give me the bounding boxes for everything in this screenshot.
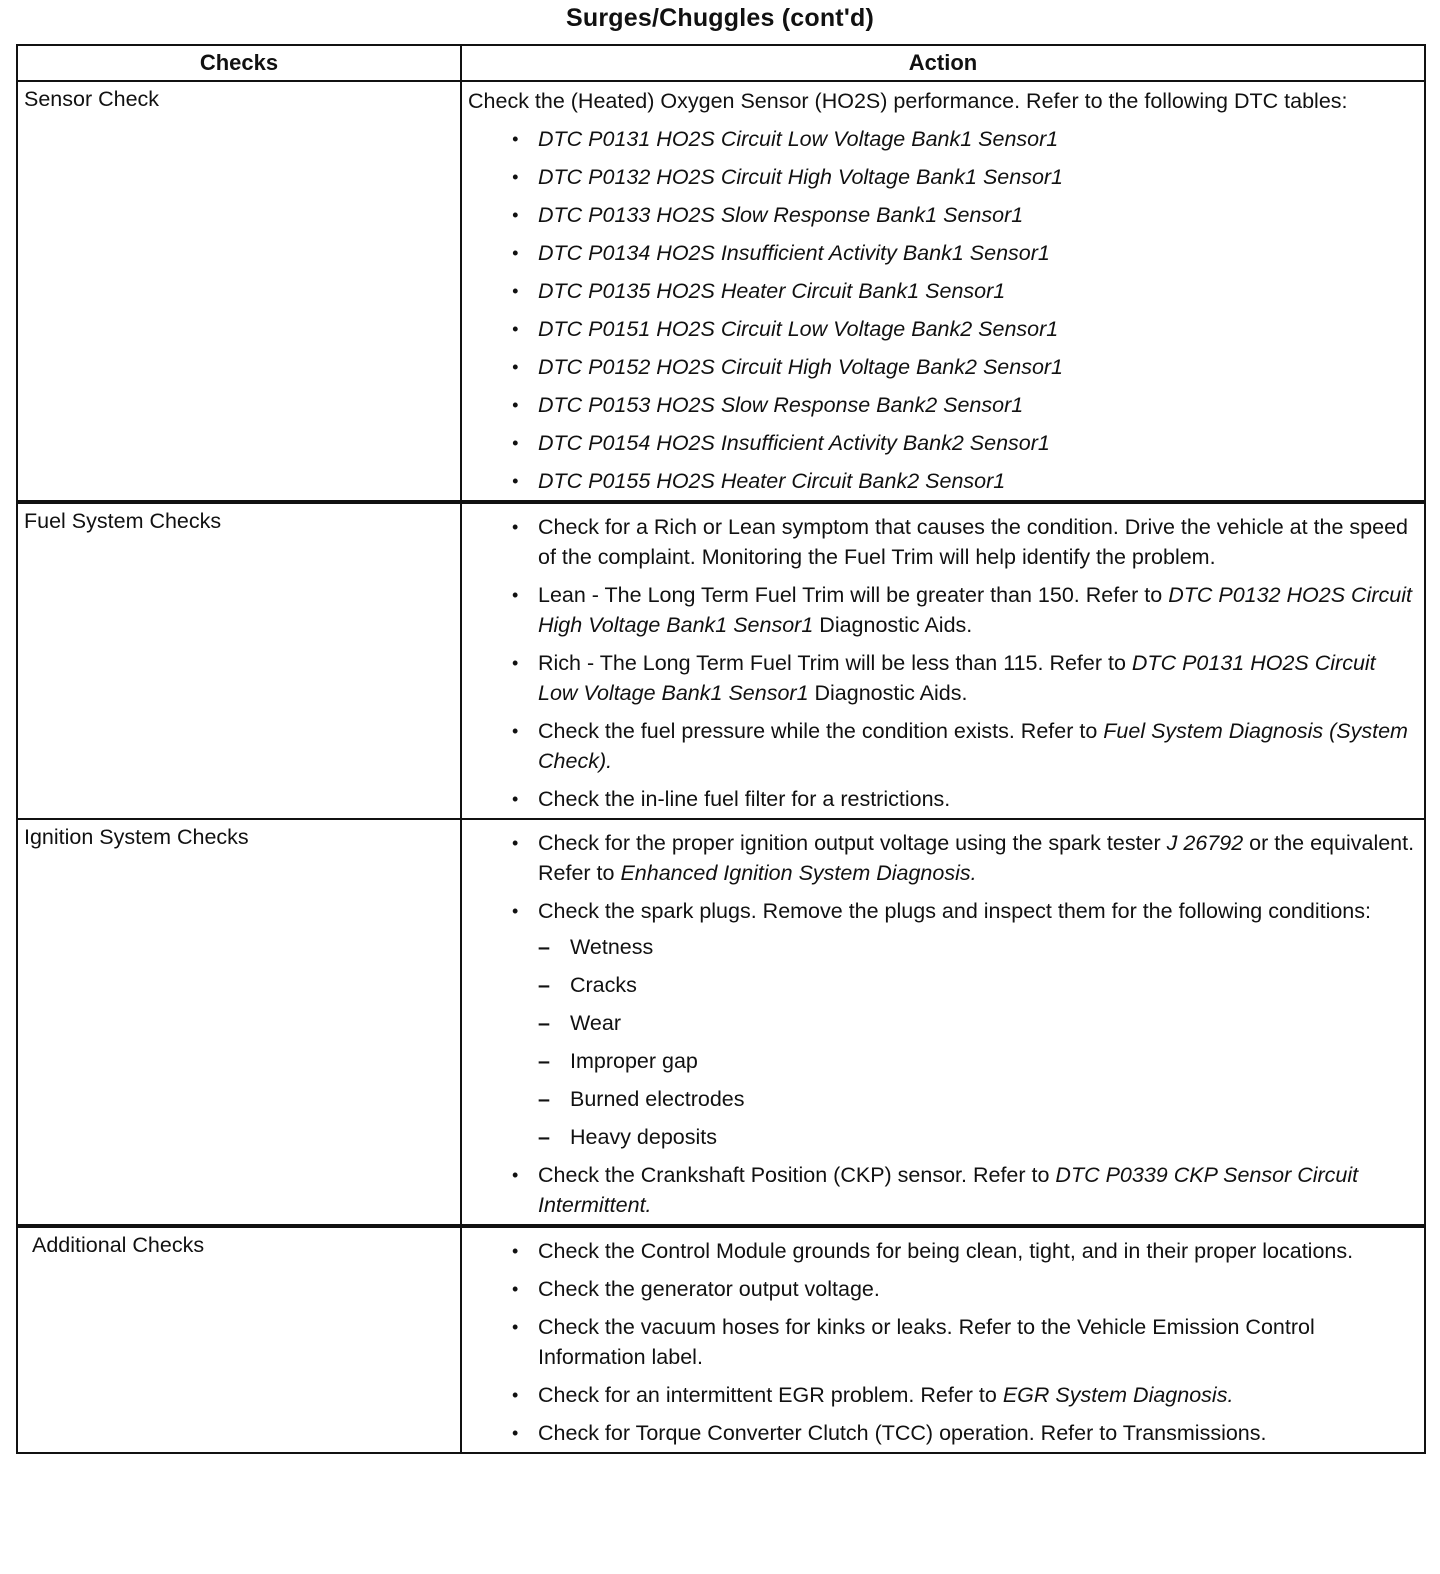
fuel-item-text: Check for a Rich or Lean symptom that causes the condition. Drive the vehicle at the speed of the complaint. Monitoring the Fuel Trim will help identify the problem. bbox=[538, 515, 1409, 569]
fuel-system-action bbox=[461, 502, 1425, 819]
ignition-item-text: Check for the proper ignition output voltage using the spark tester bbox=[538, 831, 1167, 855]
ignition-item-text: or the equivalent. Refer to bbox=[538, 831, 1415, 885]
dtc-reference: DTC P0132 HO2S Circuit High Voltage Bank1 Sensor1 bbox=[538, 583, 1412, 637]
sensor-check-action bbox=[461, 81, 1425, 502]
action-column-header: Action bbox=[461, 45, 1425, 81]
procedure-reference: Fuel System Diagnosis (System Check). bbox=[538, 719, 1408, 773]
list-item bbox=[508, 1160, 1418, 1220]
ignition-check-list bbox=[468, 828, 1418, 1220]
spark-plug-conditions bbox=[538, 932, 1418, 1152]
dtc-reference: DTC P0339 CKP Sensor Circuit Intermittent. bbox=[538, 1163, 1359, 1217]
condition-item: – Wear bbox=[538, 1008, 1418, 1038]
fuel-item-text: Diagnostic Aids. bbox=[813, 613, 973, 637]
list-item bbox=[508, 1236, 1418, 1266]
additional-checks-action bbox=[461, 1226, 1425, 1453]
table-row-additional bbox=[17, 1226, 1425, 1453]
dtc-item: • DTC P0151 HO2S Circuit Low Voltage Bank2 Sensor1 bbox=[508, 314, 1418, 344]
list-item bbox=[508, 1380, 1418, 1410]
list-item bbox=[508, 1274, 1418, 1304]
dtc-item: • DTC P0153 HO2S Slow Response Bank2 Sensor1 bbox=[508, 390, 1418, 420]
procedure-reference: Enhanced Ignition System Diagnosis. bbox=[620, 861, 977, 885]
condition-item: – Improper gap bbox=[538, 1046, 1418, 1076]
list-item bbox=[508, 1312, 1418, 1372]
table-row-sensor-check bbox=[17, 81, 1425, 502]
additional-item-text: Check the vacuum hoses for kinks or leaks. Refer to the Vehicle Emission Control Information label. bbox=[538, 1315, 1315, 1369]
ignition-item-text: Check the Crankshaft Position (CKP) sensor. Refer to bbox=[538, 1163, 1056, 1187]
checks-column-header: Checks bbox=[17, 45, 461, 81]
list-item bbox=[508, 580, 1418, 640]
additional-item-text: Check the generator output voltage. bbox=[538, 1277, 880, 1301]
fuel-item-text: Lean - The Long Term Fuel Trim will be greater than 150. Refer to bbox=[538, 583, 1169, 607]
list-item bbox=[508, 512, 1418, 572]
condition-item: – Cracks bbox=[538, 970, 1418, 1000]
condition-item: – Burned electrodes bbox=[538, 1084, 1418, 1114]
ignition-system-label: Ignition System Checks bbox=[17, 819, 461, 1226]
additional-check-list bbox=[468, 1236, 1418, 1448]
dtc-item: • DTC P0152 HO2S Circuit High Voltage Bank2 Sensor1 bbox=[508, 352, 1418, 382]
additional-item-text: Check the Control Module grounds for being clean, tight, and in their proper locations. bbox=[538, 1239, 1354, 1263]
sensor-check-intro: Check the (Heated) Oxygen Sensor (HO2S) performance. Refer to the following DTC tables: bbox=[468, 89, 1348, 113]
dtc-item: • DTC P0131 HO2S Circuit Low Voltage Bank1 Sensor1 bbox=[508, 124, 1418, 154]
dtc-list bbox=[468, 124, 1418, 496]
dtc-item: • DTC P0132 HO2S Circuit High Voltage Bank1 Sensor1 bbox=[508, 162, 1418, 192]
table-row-fuel-system bbox=[17, 502, 1425, 819]
fuel-system-label: Fuel System Checks bbox=[17, 502, 461, 819]
additional-checks-label: Additional Checks bbox=[17, 1226, 461, 1453]
list-item bbox=[508, 716, 1418, 776]
diagnostic-table bbox=[16, 44, 1426, 1454]
fuel-check-list bbox=[468, 512, 1418, 814]
dtc-item: • DTC P0133 HO2S Slow Response Bank1 Sensor1 bbox=[508, 200, 1418, 230]
fuel-item-text: Diagnostic Aids. bbox=[808, 681, 968, 705]
dtc-reference: DTC P0131 HO2S Circuit Low Voltage Bank1 Sensor1 bbox=[538, 651, 1376, 705]
tool-reference: J 26792 bbox=[1166, 831, 1244, 855]
condition-item: – Heavy deposits bbox=[538, 1122, 1418, 1152]
list-item bbox=[508, 828, 1418, 888]
table-header-row bbox=[17, 45, 1425, 81]
ignition-system-action bbox=[461, 819, 1425, 1226]
fuel-item-text: Rich - The Long Term Fuel Trim will be less than 115. Refer to bbox=[538, 651, 1132, 675]
table-row-ignition-system bbox=[17, 819, 1425, 1226]
list-item bbox=[508, 896, 1418, 1152]
sensor-check-label: Sensor Check bbox=[17, 81, 461, 502]
additional-item-text: Check for Torque Converter Clutch (TCC) operation. Refer to Transmissions. bbox=[538, 1421, 1267, 1445]
additional-item-text: Check for an intermittent EGR problem. Refer to bbox=[538, 1383, 1003, 1407]
list-item bbox=[508, 648, 1418, 708]
procedure-reference: EGR System Diagnosis. bbox=[1002, 1383, 1234, 1407]
list-item bbox=[508, 784, 1418, 814]
dtc-item: • DTC P0155 HO2S Heater Circuit Bank2 Sensor1 bbox=[508, 466, 1418, 496]
page-title: Surges/Chuggles (cont'd) bbox=[566, 4, 874, 32]
condition-item: – Wetness bbox=[538, 932, 1418, 962]
dtc-item: • DTC P0135 HO2S Heater Circuit Bank1 Sensor1 bbox=[508, 276, 1418, 306]
dtc-item: • DTC P0154 HO2S Insufficient Activity Bank2 Sensor1 bbox=[508, 428, 1418, 458]
fuel-item-text: Check the fuel pressure while the condition exists. Refer to bbox=[538, 719, 1104, 743]
ignition-item-text: Check the spark plugs. Remove the plugs and inspect them for the following conditions: bbox=[538, 899, 1371, 923]
fuel-item-text: Check the in-line fuel filter for a restrictions. bbox=[538, 787, 951, 811]
list-item bbox=[508, 1418, 1418, 1448]
dtc-item: • DTC P0134 HO2S Insufficient Activity Bank1 Sensor1 bbox=[508, 238, 1418, 268]
